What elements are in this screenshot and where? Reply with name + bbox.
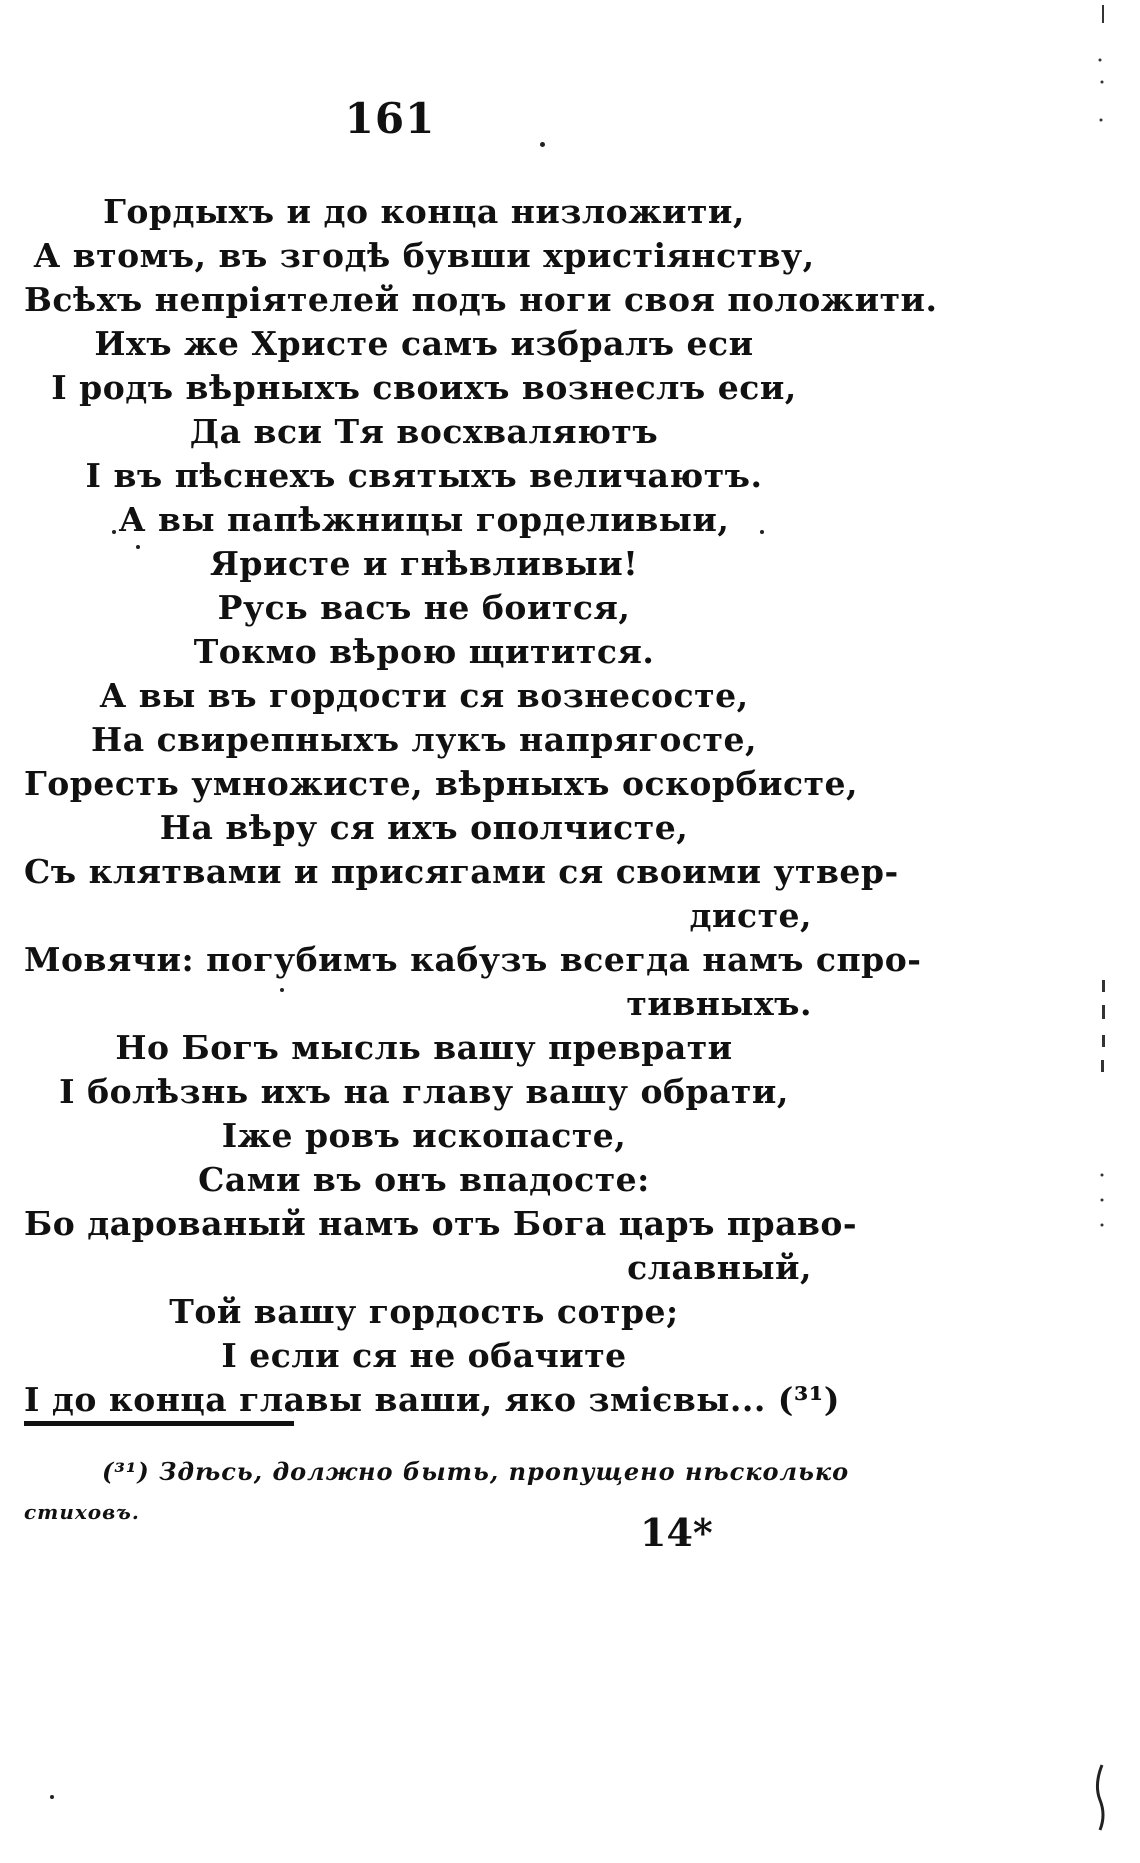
verse-line: Русь васъ не боится, (217, 588, 631, 627)
footnote-line: стиховъ. (24, 1500, 140, 1524)
verse-line: Гордыхъ и до конца низложити, (103, 192, 745, 231)
verse-line: Іже ровъ ископасте, (221, 1116, 627, 1155)
verse-line: Ихъ же Христе самъ избралъ еси (94, 324, 754, 363)
verse-line: І болѣзнь ихъ на главу вашу обрати, (59, 1072, 789, 1111)
footnote-line: (³¹) Здѣсь, должно быть, пропущено нѣсколько (102, 1457, 850, 1486)
verse-line: Мовячи: погубимъ кабузъ всегда намъ спро- (24, 940, 922, 979)
verse-continuation-text: дисте, (689, 896, 812, 935)
verse-line: Но Богъ мысль вашу преврати (115, 1028, 733, 1067)
page-edge-marks (1090, 0, 1110, 1863)
verse-line: А втомъ, въ згодѣ бувши христіянству, (33, 236, 815, 275)
verse-line-continuation (24, 1246, 824, 1290)
signature-mark: 14* (640, 1510, 713, 1555)
verse-continuation-text: славный, (627, 1248, 812, 1287)
verse-line: І если ся не обачите (221, 1336, 627, 1375)
verse-line: Да вси Тя восхваляютъ (189, 412, 659, 451)
poem-text (24, 190, 938, 1422)
ink-speck (280, 988, 284, 992)
ink-speck (112, 530, 116, 534)
ink-speck (760, 530, 764, 534)
footnote-rule (24, 1421, 294, 1426)
verse-line: І до конца главы ваши, яко змієвы... (³¹) (24, 1380, 840, 1419)
ink-speck (540, 142, 545, 147)
ink-speck (136, 545, 140, 549)
verse-line: І родъ вѣрныхъ своихъ вознеслъ еси, (51, 368, 797, 407)
verse-line: Яристе и гнѣвливыи! (209, 544, 639, 583)
verse-line: І въ пѣснехъ святыхъ величаютъ. (85, 456, 763, 495)
verse-line: На вѣру ся ихъ ополчисте, (159, 808, 689, 847)
page-number: 161 (344, 94, 436, 143)
verse-line-continuation (24, 894, 824, 938)
verse-line: Съ клятвами и присягами ся своими утвер- (24, 852, 899, 891)
verse-line: А вы папѣжницы горделивыи, (118, 500, 730, 539)
verse-line: На свирепныхъ лукъ напрягосте, (91, 720, 757, 759)
verse-line: Бо дарованый намъ отъ Бога царъ право- (24, 1204, 858, 1243)
verse-line: Всѣхъ непріятелей подъ ноги своя положити. (24, 280, 938, 319)
verse-line: А вы въ гордости ся вознесосте, (99, 676, 749, 715)
verse-line-continuation (24, 982, 824, 1026)
ink-speck (50, 1795, 54, 1799)
verse-line: Горесть умножисте, вѣрныхъ оскорбисте, (24, 764, 859, 803)
verse-line: Токмо вѣрою щитится. (193, 632, 655, 671)
verse-line: Сами въ онъ впадосте: (198, 1160, 650, 1199)
verse-continuation-text: тивныхъ. (626, 984, 812, 1023)
verse-line: Той вашу гордость сотре; (169, 1292, 679, 1331)
